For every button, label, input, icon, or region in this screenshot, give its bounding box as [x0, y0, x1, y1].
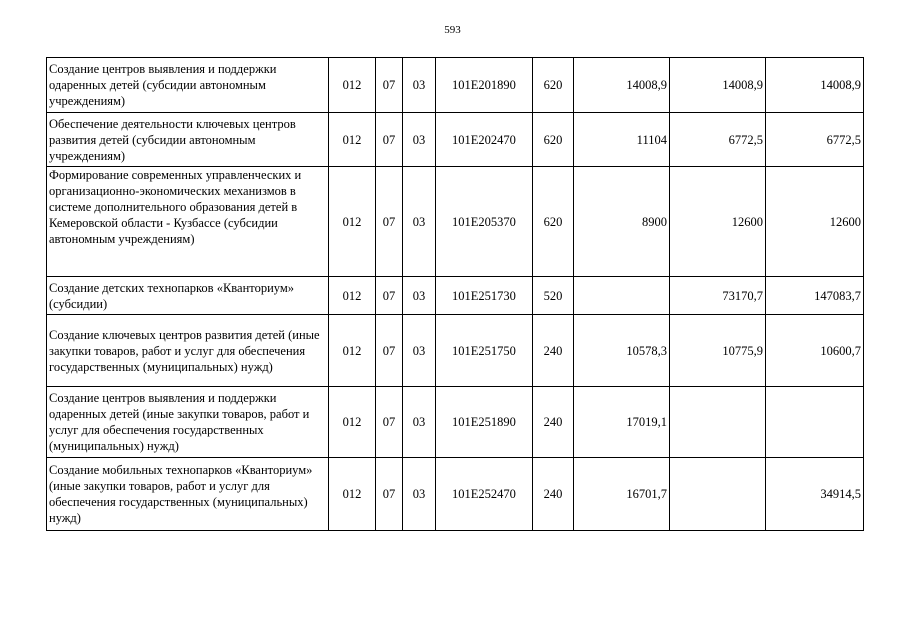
budget-table — [46, 57, 864, 531]
expense-type-cell: 240 — [533, 458, 574, 531]
amount-year-3-cell: 10600,7 — [766, 315, 864, 387]
ministry-code-cell: 012 — [329, 387, 376, 458]
expense-name-cell: Создание детских технопарков «Кванториум» (субсидии) — [47, 277, 329, 315]
section-code-cell: 07 — [376, 277, 403, 315]
section-code-cell: 07 — [376, 387, 403, 458]
ministry-code-cell: 012 — [329, 458, 376, 531]
amount-year-1-cell: 11104 — [574, 113, 670, 167]
expense-type-cell: 620 — [533, 167, 574, 277]
expense-name-cell: Создание ключевых центров развития детей (иные закупки товаров, работ и услуг для обеспечения государственных (муниципальных) нужд) — [47, 315, 329, 387]
subsection-code-cell: 03 — [403, 315, 436, 387]
amount-year-2-cell: 12600 — [670, 167, 766, 277]
expense-type-cell: 620 — [533, 113, 574, 167]
ministry-code-cell: 012 — [329, 315, 376, 387]
expense-type-cell: 240 — [533, 315, 574, 387]
section-code-cell: 07 — [376, 167, 403, 277]
table-row — [47, 277, 864, 315]
section-code-cell: 07 — [376, 458, 403, 531]
subsection-code-cell: 03 — [403, 167, 436, 277]
amount-year-1-cell: 8900 — [574, 167, 670, 277]
amount-year-2-cell: 10775,9 — [670, 315, 766, 387]
expense-name-cell: Создание центров выявления и поддержки одаренных детей (субсидии автономным учреждениям) — [47, 58, 329, 113]
target-article-cell: 101E202470 — [436, 113, 533, 167]
expense-type-cell: 520 — [533, 277, 574, 315]
subsection-code-cell: 03 — [403, 387, 436, 458]
ministry-code-cell: 012 — [329, 113, 376, 167]
amount-year-2-cell — [670, 458, 766, 531]
amount-year-2-cell: 14008,9 — [670, 58, 766, 113]
table-body — [47, 58, 864, 531]
subsection-code-cell: 03 — [403, 113, 436, 167]
expense-name-cell: Обеспечение деятельности ключевых центров развития детей (субсидии автономным учреждениям) — [47, 113, 329, 167]
subsection-code-cell: 03 — [403, 58, 436, 113]
amount-year-1-cell: 10578,3 — [574, 315, 670, 387]
subsection-code-cell: 03 — [403, 458, 436, 531]
amount-year-1-cell: 14008,9 — [574, 58, 670, 113]
target-article-cell: 101E251730 — [436, 277, 533, 315]
subsection-code-cell: 03 — [403, 277, 436, 315]
target-article-cell: 101E252470 — [436, 458, 533, 531]
table-row — [47, 167, 864, 277]
target-article-cell: 101E251890 — [436, 387, 533, 458]
table-row — [47, 387, 864, 458]
expense-type-cell: 620 — [533, 58, 574, 113]
ministry-code-cell: 012 — [329, 167, 376, 277]
target-article-cell: 101E205370 — [436, 167, 533, 277]
amount-year-2-cell: 6772,5 — [670, 113, 766, 167]
expense-name-cell: Создание мобильных технопарков «Кванториум» (иные закупки товаров, работ и услуг для обеспечения государственных (муниципальных) нужд) — [47, 458, 329, 531]
amount-year-1-cell — [574, 277, 670, 315]
amount-year-1-cell: 16701,7 — [574, 458, 670, 531]
section-code-cell: 07 — [376, 113, 403, 167]
amount-year-3-cell: 14008,9 — [766, 58, 864, 113]
amount-year-3-cell: 34914,5 — [766, 458, 864, 531]
amount-year-3-cell: 12600 — [766, 167, 864, 277]
expense-type-cell: 240 — [533, 387, 574, 458]
amount-year-2-cell — [670, 387, 766, 458]
target-article-cell: 101E251750 — [436, 315, 533, 387]
table-row — [47, 458, 864, 531]
amount-year-3-cell — [766, 387, 864, 458]
table-row — [47, 58, 864, 113]
ministry-code-cell: 012 — [329, 277, 376, 315]
amount-year-2-cell: 73170,7 — [670, 277, 766, 315]
table-row — [47, 315, 864, 387]
amount-year-1-cell: 17019,1 — [574, 387, 670, 458]
amount-year-3-cell: 6772,5 — [766, 113, 864, 167]
ministry-code-cell: 012 — [329, 58, 376, 113]
section-code-cell: 07 — [376, 58, 403, 113]
expense-name-cell: Создание центров выявления и поддержки одаренных детей (иные закупки товаров, работ и услуг для обеспечения государственных (муниципальных) нужд) — [47, 387, 329, 458]
expense-name-cell: Формирование современных управленческих и организационно-экономических механизмов в системе дополнительного образования детей в Кемеровской области - Кузбассе (субсидии автономным учреждениям) — [47, 167, 329, 277]
section-code-cell: 07 — [376, 315, 403, 387]
page-number: 593 — [444, 24, 461, 36]
amount-year-3-cell: 147083,7 — [766, 277, 864, 315]
table-row — [47, 113, 864, 167]
target-article-cell: 101E201890 — [436, 58, 533, 113]
